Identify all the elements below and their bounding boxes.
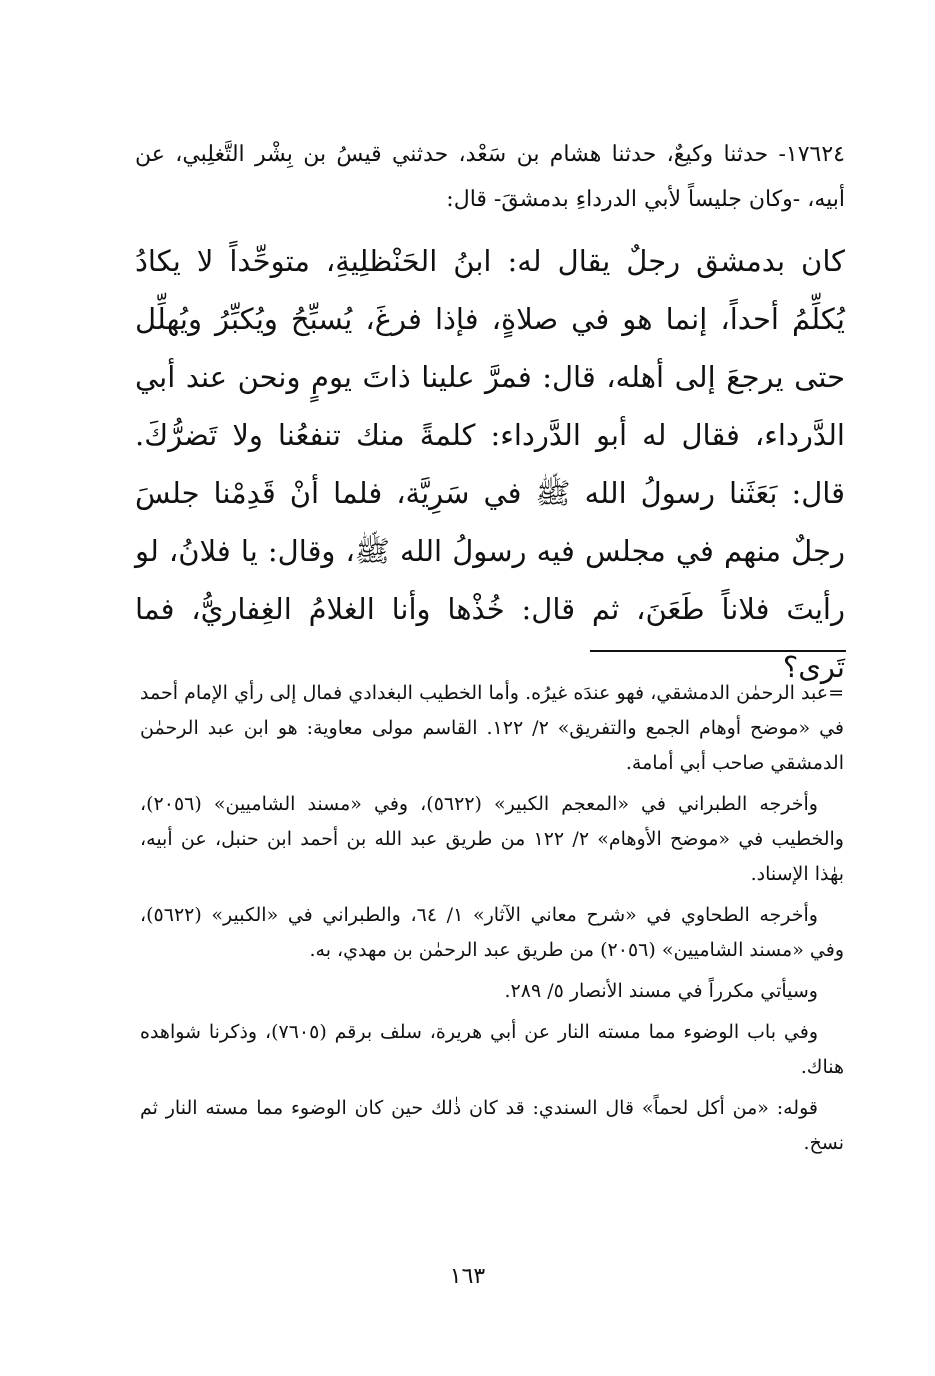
footnote-separator [590, 650, 846, 652]
page-number: ١٦٣ [449, 1264, 486, 1289]
footnote-paragraph: وأخرجه الطبراني في «المعجم الكبير» (٥٦٢٢)، وفي «مسند الشاميين» (٢٠٥٦)، والخطيب في «موضح الأوهام» ٢/ ١٢٢ من طريق عبد الله بن أحمد ابن حنبل، عن أبيه، بهٰذا الإسناد. [140, 793, 844, 885]
hadith-isnad: ١٧٦٢٤- حدثنا وكيعٌ، حدثنا هشام بن سَعْد، حدثني قيسُ بن بِشْر التَّغلِبي، عن أبيه، -وكان جليساً لأبي الدرداءِ بدمشقَ- قال: [135, 142, 845, 212]
footnote-paragraph: وسيأتي مكرراً في مسند الأنصار ٥/ ٢٨٩. [504, 980, 818, 1002]
footnote-paragraph: قوله: «من أكل لحماً» قال السندي: قد كان ذٰلك حين كان الوضوء مما مسته النار ثم نسخ. [140, 1097, 844, 1154]
hadith-block [135, 132, 845, 696]
footnote-paragraph: =عبد الرحمٰن الدمشقي، فهو عندَه غيرُه. وأما الخطيب البغدادي فمال إلى رأي الإمام أحمد في «موضح أوهام الجمع والتفريق» ٢/ ١٢٢. القاسم مولى معاوية: هو ابن عبد الرحمٰن الدمشقي صاحب أبي أمامة. [140, 682, 844, 774]
footnote-paragraph: وأخرجه الطحاوي في «شرح معاني الآثار» ١/ ٦٤، والطبراني في «الكبير» (٥٦٢٢)، وفي «مسند الشاميين» (٢٠٥٦) من طريق عبد الرحمٰن بن مهدي، به. [140, 904, 844, 961]
footnotes [140, 676, 844, 1167]
hadith-matn: كان بدمشق رجلٌ يقال له: ابنُ الحَنْظلِيةِ، متوحِّداً لا يكادُ يُكلِّمُ أحداً، إنما هو في صلاةٍ، فإذا فرغَ، يُسبِّحُ ويُكبِّرُ ويُهلِّل حتى يرجعَ إلى أهله، قال: فمرَّ علينا ذاتَ يومٍ ونحن عند أبي الدَّرداء، فقال له أبو الدَّرداء: كلمةً منك تنفعُنا ولا تَضرُّكَ. قال: بَعَثَنا رسولُ الله ﷺ في سَرِيَّة، فلما أنْ قَدِمْنا جلسَ رجلٌ منهم في مجلس فيه رسولُ الله ﷺ، وقال: يا فلانُ، لو رأيتَ فلاناً طَعَنَ، ثم قال: خُذْها وأنا الغلامُ الغِفاريُّ، فما تَرى؟ [135, 244, 845, 684]
footnote-paragraph: وفي باب الوضوء مما مسته النار عن أبي هريرة، سلف برقم (٧٦٠٥)، وذكرنا شواهده هناك. [140, 1021, 844, 1078]
